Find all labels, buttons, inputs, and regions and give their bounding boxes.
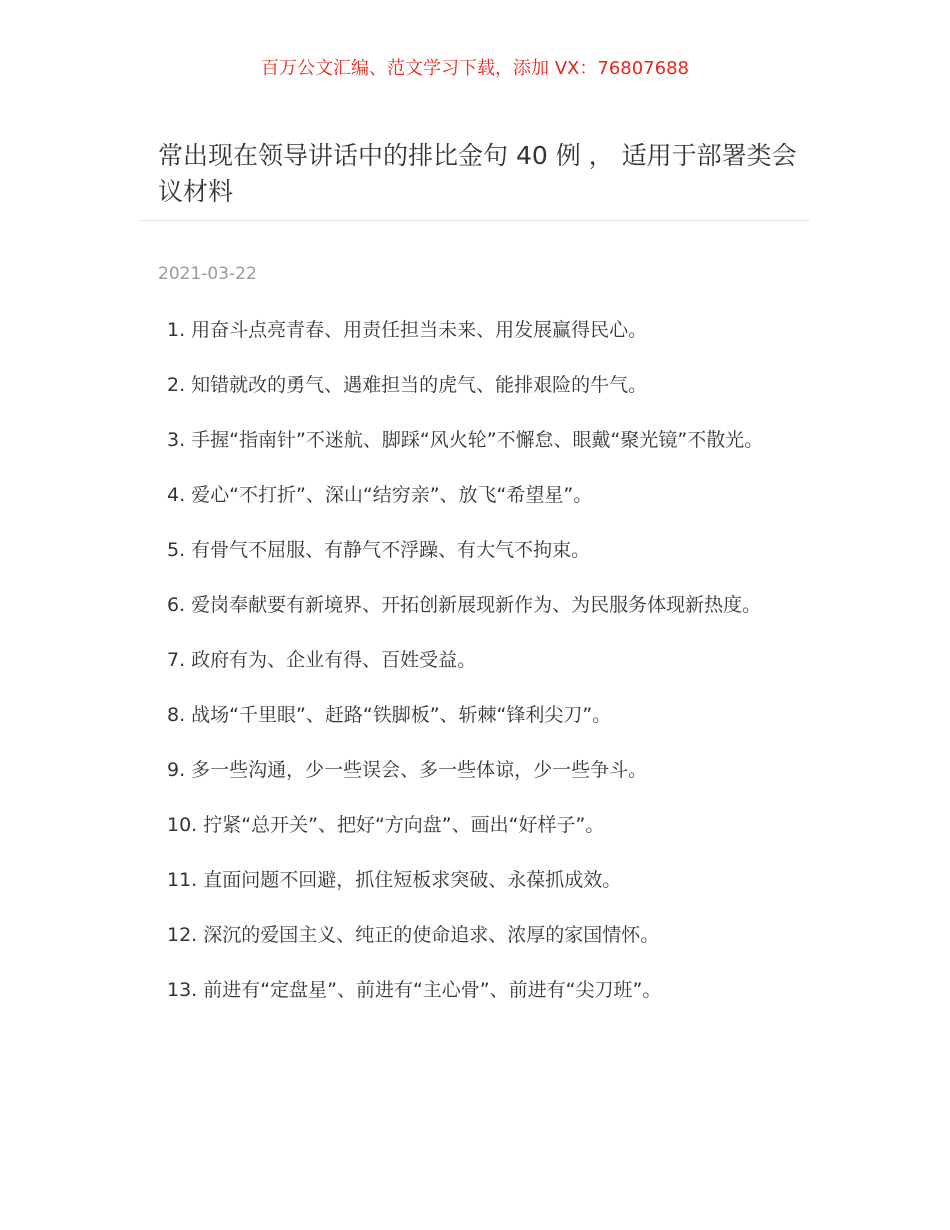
list-item: 4. 爱心“不打折”、深山“结穷亲”、放飞“希望星”。 bbox=[167, 484, 593, 506]
watermark-banner: 百万公文汇编、范文学习下载，添加 VX：76807688 bbox=[261, 58, 689, 79]
list-item: 9. 多一些沟通，少一些误会、多一些体谅，少一些争斗。 bbox=[167, 759, 648, 781]
list-item: 13. 前进有“定盘星”、前进有“主心骨”、前进有“尖刀班”。 bbox=[167, 979, 662, 1001]
list-item: 7. 政府有为、企业有得、百姓受益。 bbox=[167, 649, 477, 671]
list-item: 5. 有骨气不屈服、有静气不浮躁、有大气不拘束。 bbox=[167, 539, 591, 561]
phrase-list bbox=[167, 314, 797, 1029]
article-title: 常出现在领导讲话中的排比金句 40 例 ， 适用于部署类会议材料 bbox=[158, 141, 797, 206]
publish-date: 2021-03-22 bbox=[158, 264, 257, 284]
list-item: 1. 用奋斗点亮青春、用责任担当未来、用发展赢得民心。 bbox=[167, 319, 648, 341]
list-item: 2. 知错就改的勇气、遇难担当的虎气、能排艰险的牛气。 bbox=[167, 374, 648, 396]
list-item: 8. 战场“千里眼”、赶路“铁脚板”、斩棘“锋利尖刀”。 bbox=[167, 704, 612, 726]
list-item: 3. 手握“指南针”不迷航、脚踩“风火轮”不懈怠、眼戴“聚光镜”不散光。 bbox=[167, 429, 764, 451]
list-item: 10. 拧紧“总开关”、把好“方向盘”、画出“好样子”。 bbox=[167, 814, 605, 836]
list-item: 12. 深沉的爱国主义、纯正的使命追求、浓厚的家国情怀。 bbox=[167, 924, 660, 946]
title-divider bbox=[140, 220, 810, 221]
list-item: 6. 爱岗奉献要有新境界、开拓创新展现新作为、为民服务体现新热度。 bbox=[167, 594, 762, 616]
list-item: 11. 直面问题不回避，抓住短板求突破、永葆抓成效。 bbox=[167, 869, 622, 891]
